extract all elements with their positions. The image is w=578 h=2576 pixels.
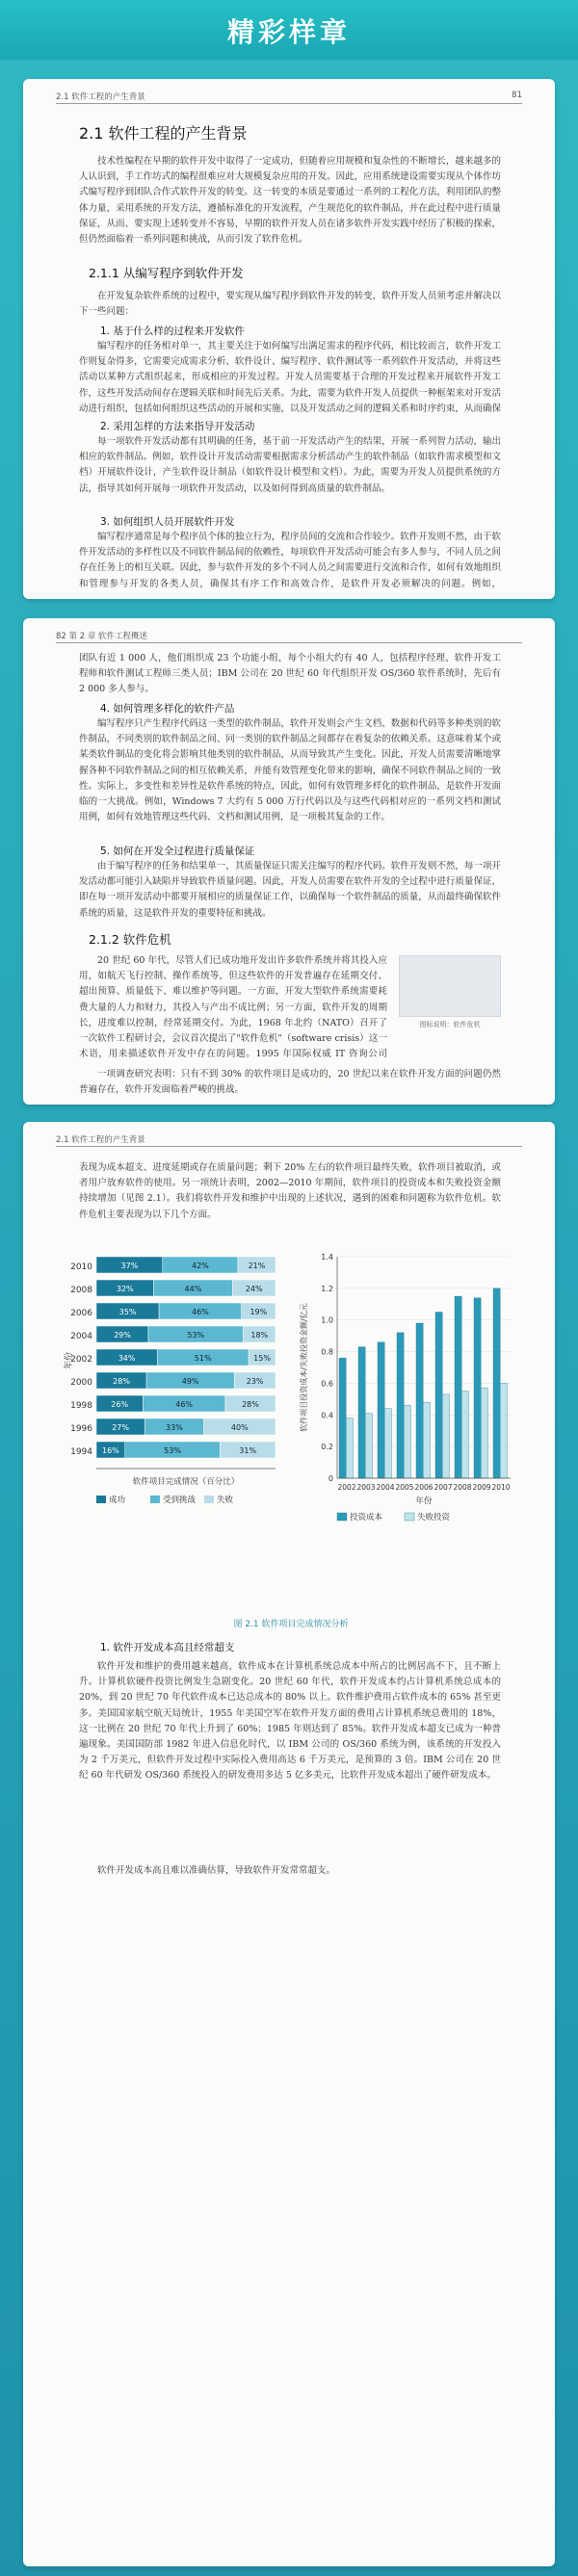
item-body: 由于编写程序的任务和结果单一，其质量保证只需关注编写的程序代码。软件开发则不然，每一项开发活动都可能引入缺陷并导致软件质量问题。因此，开发人员需要在软件开发的全过程中进行质量保证，即在每一项开发活动中都要开展相应的质量保证工作，以确保每一个软件制品的质量，从而最终确保软件系统的质量，这是软件开发的重要特征和挑战。 — [79, 861, 501, 919]
data-label: 21% — [248, 1262, 266, 1270]
data-label: 24% — [245, 1285, 263, 1293]
bar-失败投资 — [461, 1392, 468, 1478]
bar-失败投资 — [346, 1418, 353, 1478]
running-header — [56, 1132, 522, 1147]
item-body: 软件开发和维护的费用越来越高，软件成本在计算机系统总成本中所占的比例居高不下，且不断上升。计算机软硬件投资比例发生急剧变化。20 世纪 60 年代，软件开发成本约占计算机系统总成本的 20%，到 20 世纪 70 年代软件成本已达总成本的 80% 以上。软件维护费用占软件成本的 65% 甚至更多。美国国家航空航天局统计，1955 年美国空军在软件开发方面的费用占计算机系统总费用的 18%，这一比例在 20 世纪 70 年代上升到了 60%；1985 年则达到了 85%。软件开发成本超支已成为一种普遍现象。美国国防部 1982 年进入信息化时代，以 IBM 公司的 OS/360 系统为例，该系统的开发投入为 2 千万美元，但软件开发过程中实际投入费用高达 6 千万美元，是预算的 3 倍。IBM 公司在 20 世纪 60 年代研发 OS/360 系统投入的研发费用多达 5 亿多美元，比软件开发成本超出了硬件研发成本。 — [79, 1661, 501, 1782]
y-axis-label: 年份 — [65, 1351, 74, 1370]
item-title: 4. 如何管理多样化的软件产品 — [100, 703, 235, 715]
banner-title: 精彩样章 — [226, 16, 351, 48]
figure-2-1 — [62, 1245, 520, 1629]
legend-swatch — [337, 1513, 347, 1521]
running-header-section: 2.1 软件工程的产生背景 — [56, 92, 145, 102]
x-axis-label: 年份 — [415, 1496, 433, 1506]
data-label: 46% — [191, 1308, 209, 1316]
y-tick-label: 2010 — [70, 1262, 92, 1272]
data-label: 35% — [118, 1308, 137, 1316]
y-tick-label: 1996 — [70, 1424, 92, 1434]
data-label: 46% — [175, 1400, 194, 1409]
data-label: 42% — [191, 1262, 209, 1270]
page-fade — [23, 2374, 555, 2566]
data-label: 29% — [114, 1331, 131, 1340]
x-tick-label: 2009 — [472, 1483, 491, 1492]
page-number: 81 — [512, 91, 522, 100]
margin-figure-caption: 图标说明：软件危机 — [419, 1021, 481, 1028]
data-label: 28% — [113, 1377, 130, 1386]
data-label: 15% — [253, 1354, 271, 1363]
item-body: 每一项软件开发活动都有其明确的任务，基于前一开发活动产生的结果，开展一系列智力活动，输出相应的软件制品。例如，软件设计开发活动需要根据需求分析活动产生的软件制品（如软件需求模型和文档）开展软件设计，产生软件设计制品（如软件设计模型和文档）。为此，需要为开发人员提供系统的方法，指导其如何开展每一项软件开发活动，以及如何得到高质量的软件制品。 — [79, 436, 501, 494]
x-tick-label: 2002 — [337, 1483, 356, 1492]
bar-失败投资 — [404, 1405, 410, 1478]
y-tick-label: 0.6 — [321, 1379, 333, 1389]
data-label: 49% — [181, 1377, 199, 1386]
data-label: 32% — [116, 1285, 134, 1293]
y-tick-label: 0.4 — [321, 1411, 333, 1420]
data-label: 40% — [230, 1423, 249, 1432]
x-tick-label: 2007 — [434, 1483, 453, 1492]
figure-caption: 图 2.1 软件项目完成情况分析 — [233, 1620, 349, 1629]
item-body: 编写程序的任务相对单一，其主要关注于如何编写出满足需求的程序代码，相比较而言，软件开发工作则复杂得多，它需要完成需求分析、软件设计、编写程序、软件测试等一系列软件开发活动，并将这些活动以某种方式组织起来，形成相应的开发过程。开发人员需要基于合理的开发过程来开展软件开发工作，这些开发活动间存在逻辑关联和时间先后关系。为此，需要为软件开发人员提供一种框架来对开发活动进行组织，包括如何组织这些活动的开展和实施，以及开发活动之间的逻辑关系和时序约束，从而确保 — [79, 341, 501, 414]
legend-swatch — [405, 1513, 414, 1521]
section-title: 2.1 软件工程的产生背景 — [79, 124, 248, 143]
subsection-title: 2.1.2 软件危机 — [89, 932, 171, 947]
y-tick-label: 1998 — [70, 1401, 92, 1411]
bar-投资成本 — [455, 1296, 461, 1478]
x-tick-label: 2005 — [395, 1483, 414, 1492]
x-tick-label: 2008 — [453, 1483, 472, 1492]
x-tick-label: 2010 — [491, 1483, 511, 1492]
legend-label: 成功 — [109, 1496, 126, 1505]
y-tick-label: 0.2 — [321, 1443, 333, 1452]
legend-label: 投资成本 — [350, 1513, 383, 1522]
data-label: 18% — [250, 1331, 269, 1340]
data-label: 37% — [120, 1262, 139, 1270]
data-label: 34% — [118, 1354, 136, 1363]
data-label: 26% — [111, 1400, 129, 1409]
banner — [0, 0, 578, 60]
bar-失败投资 — [481, 1388, 487, 1478]
data-label: 44% — [184, 1285, 202, 1293]
data-label: 23% — [246, 1377, 264, 1386]
y-tick-label: 2000 — [70, 1378, 92, 1388]
legend-swatch — [204, 1496, 214, 1503]
x-tick-label: 2006 — [414, 1483, 434, 1492]
bar-失败投资 — [384, 1409, 391, 1478]
legend-label: 失败投资 — [417, 1513, 451, 1522]
legend-label: 受到挑战 — [163, 1496, 197, 1505]
running-header — [56, 628, 522, 643]
bar-投资成本 — [339, 1358, 346, 1478]
bar-投资成本 — [397, 1333, 404, 1478]
legend-label: 失败 — [217, 1496, 234, 1505]
bar-失败投资 — [423, 1402, 430, 1478]
crisis-tail: 一项调查研究表明：只有不到 30% 的软件项目是成功的，20 世纪以来在软件开发方面的问题仍然普遍存在，软件开发面临着严峻的挑战。 — [79, 1069, 501, 1096]
continued-text: 团队有近 1 000 人，他们组织成 23 个功能小组，每个小组大约有 40 人，包括程序经理、软件开发工程师和软件测试工程师三类人员；IBM 公司在 20 世纪 60 年代组织开发 OS/360 软件系统时，先后有 2 000 多人参与。 — [79, 653, 501, 695]
y-tick-label: 2002 — [70, 1355, 92, 1365]
y-axis-label: 软件项目投资成本/失败投资金额/亿元 — [300, 1303, 308, 1432]
data-label: 53% — [187, 1331, 205, 1340]
subsection-intro: 在开发复杂软件系统的过程中，要实现从编写程序到软件开发的转变，软件开发人员须考虑并解决以下一些问题： — [79, 291, 501, 318]
item-body: 编写程序只产生程序代码这一类型的软件制品，软件开发则会产生文档、数据和代码等多种类别的软件制品，不同类别的软件制品之间、同一类别的软件制品之间都存在着复杂的依赖关系。这意味着某个或某类软件制品的变化将会影响其他类别的软件制品，从而导致其产生变化。因此，开发人员需要清晰地掌握各种不同软件制品之间的相互依赖关系，并能有效管理变化带来的影响，确保不同软件制品之间的一致性。实际上，多变性和差异性是软件系统的特点，因此，如何有效管理多样化的软件制品，是软件开发面临的一大挑战。例如，Windows 7 大约有 5 000 万行代码以及与这些代码相对应的一系列文档和测试用例，如何有效地管理这些代码、文档和测试用例，是一项极其复杂的工作。 — [79, 718, 501, 823]
x-tick-label: 2003 — [356, 1483, 376, 1492]
bar-投资成本 — [378, 1342, 384, 1478]
sample-page-3 — [23, 1122, 555, 2566]
item-title: 1. 基于什么样的过程来开发软件 — [100, 325, 245, 337]
bar-投资成本 — [358, 1347, 365, 1478]
y-tick-label: 2004 — [70, 1332, 92, 1341]
x-axis-label: 软件项目完成情况（百分比） — [132, 1477, 240, 1487]
y-tick-label: 2008 — [70, 1286, 92, 1295]
sample-page-2 — [23, 618, 555, 1105]
bar-失败投资 — [500, 1383, 507, 1478]
bar-投资成本 — [493, 1288, 500, 1478]
running-header — [56, 89, 522, 104]
legend-swatch — [96, 1496, 106, 1503]
running-header-section: 2.1 软件工程的产生背景 — [56, 1135, 145, 1145]
legend-swatch — [150, 1496, 160, 1503]
item-title: 2. 采用怎样的方法来指导开发活动 — [100, 421, 255, 432]
data-label: 51% — [194, 1354, 212, 1363]
item-tail: 软件开发成本高且难以准确估算，导致软件开发常常超支。 — [97, 1865, 336, 1876]
item-title: 5. 如何在开发全过程进行质量保证 — [100, 846, 255, 857]
item-title: 1. 软件开发成本高且经常超支 — [100, 1642, 235, 1653]
item-title: 3. 如何组织人员开展软件开发 — [100, 516, 235, 528]
y-tick-label: 0.8 — [321, 1347, 333, 1357]
data-label: 27% — [112, 1423, 130, 1432]
x-tick-label: 2004 — [376, 1483, 395, 1492]
y-tick-label: 1.0 — [321, 1315, 333, 1325]
subsection-title: 2.1.1 从编写程序到软件开发 — [89, 266, 244, 280]
margin-figure — [399, 955, 501, 1028]
crisis-body: 20 世纪 60 年代，尽管人们已成功地开发出许多软件系统并将其投入应用，如航天飞行控制、操作系统等，但这些软件的开发普遍存在延期交付、超出预算、质量低下、难以维护等问题。一方面，开发大型软件系统需要耗费大量的人力和财力，其投入与产出不成比例；另一方面，软件开发的周期长，进度难以控制，经常延期交付。为此，1968 年北约（NATO）召开了一次软件工程研讨会，会议首次提出了"软件危机"（software crisis）这一术语，用来描述软件开发中存在的问题。1995 年国际权威 IT 咨询公司 — [79, 955, 387, 1060]
data-label: 53% — [164, 1446, 181, 1455]
bar-投资成本 — [474, 1298, 481, 1478]
y-tick-label: 2006 — [70, 1309, 92, 1318]
data-label: 31% — [239, 1446, 257, 1455]
bar-投资成本 — [416, 1323, 423, 1478]
running-header-chapter: 82 第 2 章 软件工程概述 — [56, 632, 148, 641]
bar-失败投资 — [365, 1414, 372, 1478]
y-tick-label: 1994 — [70, 1447, 92, 1457]
y-tick-label: 1.4 — [321, 1253, 333, 1262]
data-label: 16% — [101, 1446, 119, 1455]
data-label: 19% — [250, 1308, 268, 1316]
stacked-bar-chart — [62, 1245, 285, 1601]
page-intro: 表现为成本超支、进度延期或存在质量问题；剩下 20% 左右的软件项目最终失败，软件项目被取消，或者用户放弃软件的使用。另一项统计表明，2002—2010 年期间，软件项目的投资成本和失败投资金额持续增加（见图 2.1）。我们将软件开发和维护中出现的上述状况，遇到的困难和问题称为软件危机。软件危机主要表现为以下几个方面。 — [79, 1162, 501, 1220]
bar-投资成本 — [435, 1313, 442, 1479]
data-label: 33% — [166, 1423, 183, 1432]
y-tick-label: 0 — [328, 1474, 333, 1483]
grouped-bar-chart — [297, 1245, 520, 1601]
y-tick-label: 1.2 — [321, 1284, 333, 1293]
sample-page-1 — [23, 79, 555, 599]
section-intro: 技术性编程在早期的软件开发中取得了一定成功，但随着应用规模和复杂性的不断增长，越来越多的人认识到，手工作坊式的编程很难应对大规模复杂应用的开发。因此，应用系统建设需要实现从个体作坊式编写程序到团队合作式软件开发的转变。这一转变的本质是要通过一系列的工程化方法，利用团队的整体力量，采用系统的开发方法，遵循标准化的开发流程，产生规范化的软件制品，并在此过程中进行质量保证，从而、要实现上述转变并不容易，早期的软件开发人员在诸多软件开发实践中经历了积极的探索，但仍然面临着一系列问题和挑战，从而引发了软件危机。 — [79, 156, 501, 246]
data-label: 28% — [242, 1400, 259, 1409]
bar-失败投资 — [442, 1394, 449, 1478]
item-body: 编写程序通常是每个程序员个体的独立行为，程序员间的交流和合作较少。软件开发则不然，由于软件开发活动的多样性以及不同软件制品间的依赖性，每项软件开发活动可能会有多人参与，不同人员之间存在任务上的相互关联。因此，参与软件开发的多个不同人员之间需要进行交流和合作，如何有效地组织和管理参与开发的各类人员，确保其有序工作和高效合作，是软件开发必须解决的问题。例如， — [79, 532, 501, 589]
